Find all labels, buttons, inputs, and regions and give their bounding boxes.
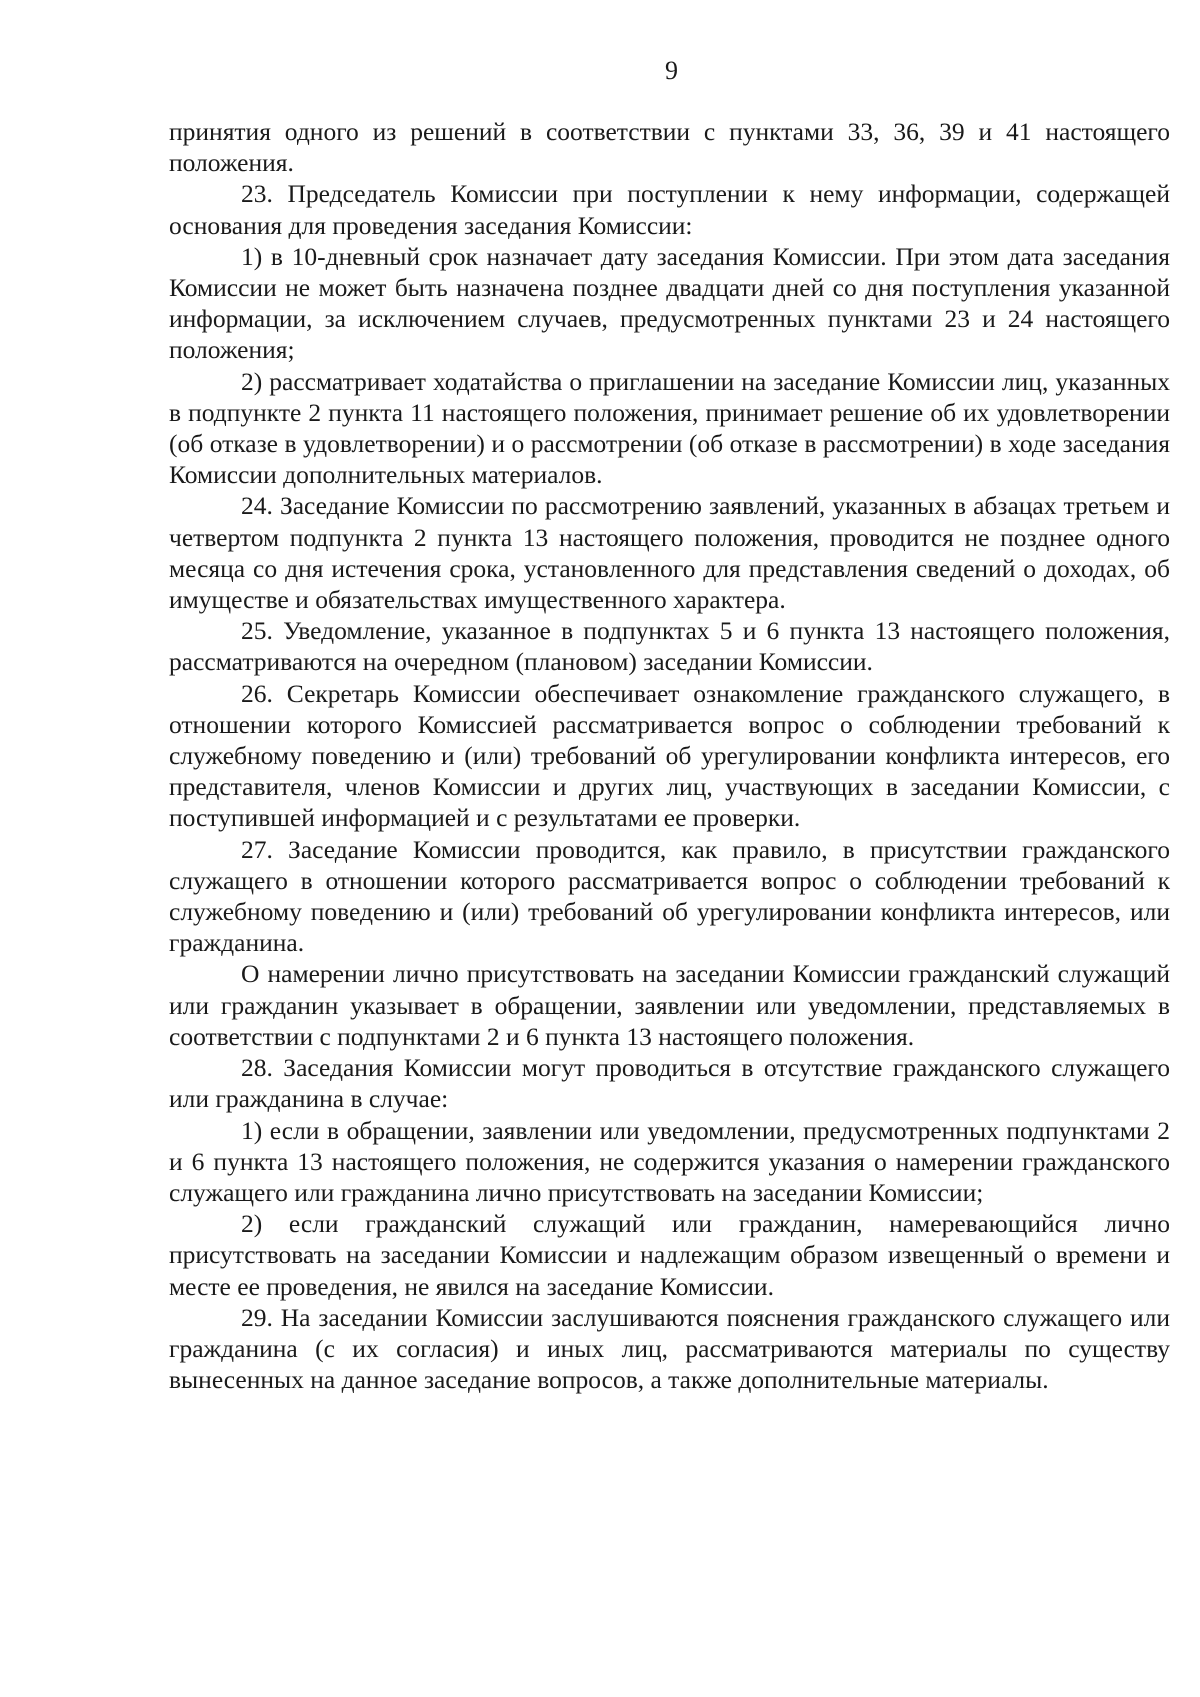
paragraph-clause-24: 24. Заседание Комиссии по рассмотрению заявлений, указанных в абзацах третьем и четвертом подпункта 2 пункта 13 настоящего положения, проводится не позднее одного месяца со дня истечения срока, установленного для представления сведений о доходах, об имуществе и обязательствах имущественного характера. — [169, 491, 1170, 615]
paragraph-clause-23-item-2: 2) рассматривает ходатайства о приглашении на заседание Комиссии лиц, указанных в подпункте 2 пункта 11 настоящего положения, принимает решение об их удовлетворении (об отказе в удовлетворении) и о рассмотрении (об отказе в рассмотрении) в ходе заседания Комиссии дополнительных материалов. — [169, 366, 1170, 490]
paragraph-clause-28-item-2: 2) если гражданский служащий или гражданин, намеревающийся лично присутствовать на заседании Комиссии и надлежащим образом извещенный о времени и месте ее проведения, не явился на заседание Комиссии. — [169, 1209, 1170, 1301]
paragraph-clause-23-item-1: 1) в 10-дневный срок назначает дату заседания Комиссии. При этом дата заседания Комиссии не может быть назначена позднее двадцати дней со дня поступления указанной информации, за исключением случаев, предусмотренных пунктами 23 и 24 настоящего положения; — [169, 241, 1170, 365]
page-number: 9 — [665, 56, 678, 85]
paragraph-clause-29: 29. На заседании Комиссии заслушиваются пояснения гражданского служащего или гражданина (с их согласия) и иных лиц, рассматриваются материалы по существу вынесенных на данное заседание вопросов, а также дополнительные материалы. — [169, 1302, 1170, 1395]
document-body — [169, 116, 1170, 1395]
paragraph-clause-26: 26. Секретарь Комиссии обеспечивает ознакомление гражданского служащего, в отношении которого Комиссией рассматривается вопрос о соблюдении требований к служебному поведению и (или) требований об урегулировании конфликта интересов, его представителя, членов Комиссии и других лиц, участвующих в заседании Комиссии, с поступившей информацией и с результатами ее проверки. — [169, 678, 1170, 833]
paragraph-clause-27: 27. Заседание Комиссии проводится, как правило, в присутствии гражданского служащего в отношении которого рассматривается вопрос о соблюдении требований к служебному поведению и (или) требований об урегулировании конфликта интересов, или гражданина. — [169, 834, 1170, 958]
paragraph-continuation: принятия одного из решений в соответствии с пунктами 33, 36, 39 и 41 настоящего положения. — [169, 117, 1170, 178]
paragraph-clause-28-item-1: 1) если в обращении, заявлении или уведомлении, предусмотренных подпунктами 2 и 6 пункта 13 настоящего положения, не содержится указания о намерении гражданского служащего или гражданина лично присутствовать на заседании Комиссии; — [169, 1115, 1170, 1207]
paragraph-clause-23: 23. Председатель Комиссии при поступлении к нему информации, содержащей основания для проведения заседания Комиссии: — [169, 179, 1170, 240]
paragraph-clause-25: 25. Уведомление, указанное в подпунктах 5 и 6 пункта 13 настоящего положения, рассматриваются на очередном (плановом) заседании Комиссии. — [169, 616, 1170, 677]
paragraph-clause-28: 28. Заседания Комиссии могут проводиться в отсутствие гражданского служащего или гражданина в случае: — [169, 1053, 1170, 1114]
paragraph-clause-27-intent: О намерении лично присутствовать на заседании Комиссии гражданский служащий или гражданин указывает в обращении, заявлении или уведомлении, представляемых в соответствии с подпунктами 2 и 6 пункта 13 настоящего положения. — [169, 959, 1170, 1051]
